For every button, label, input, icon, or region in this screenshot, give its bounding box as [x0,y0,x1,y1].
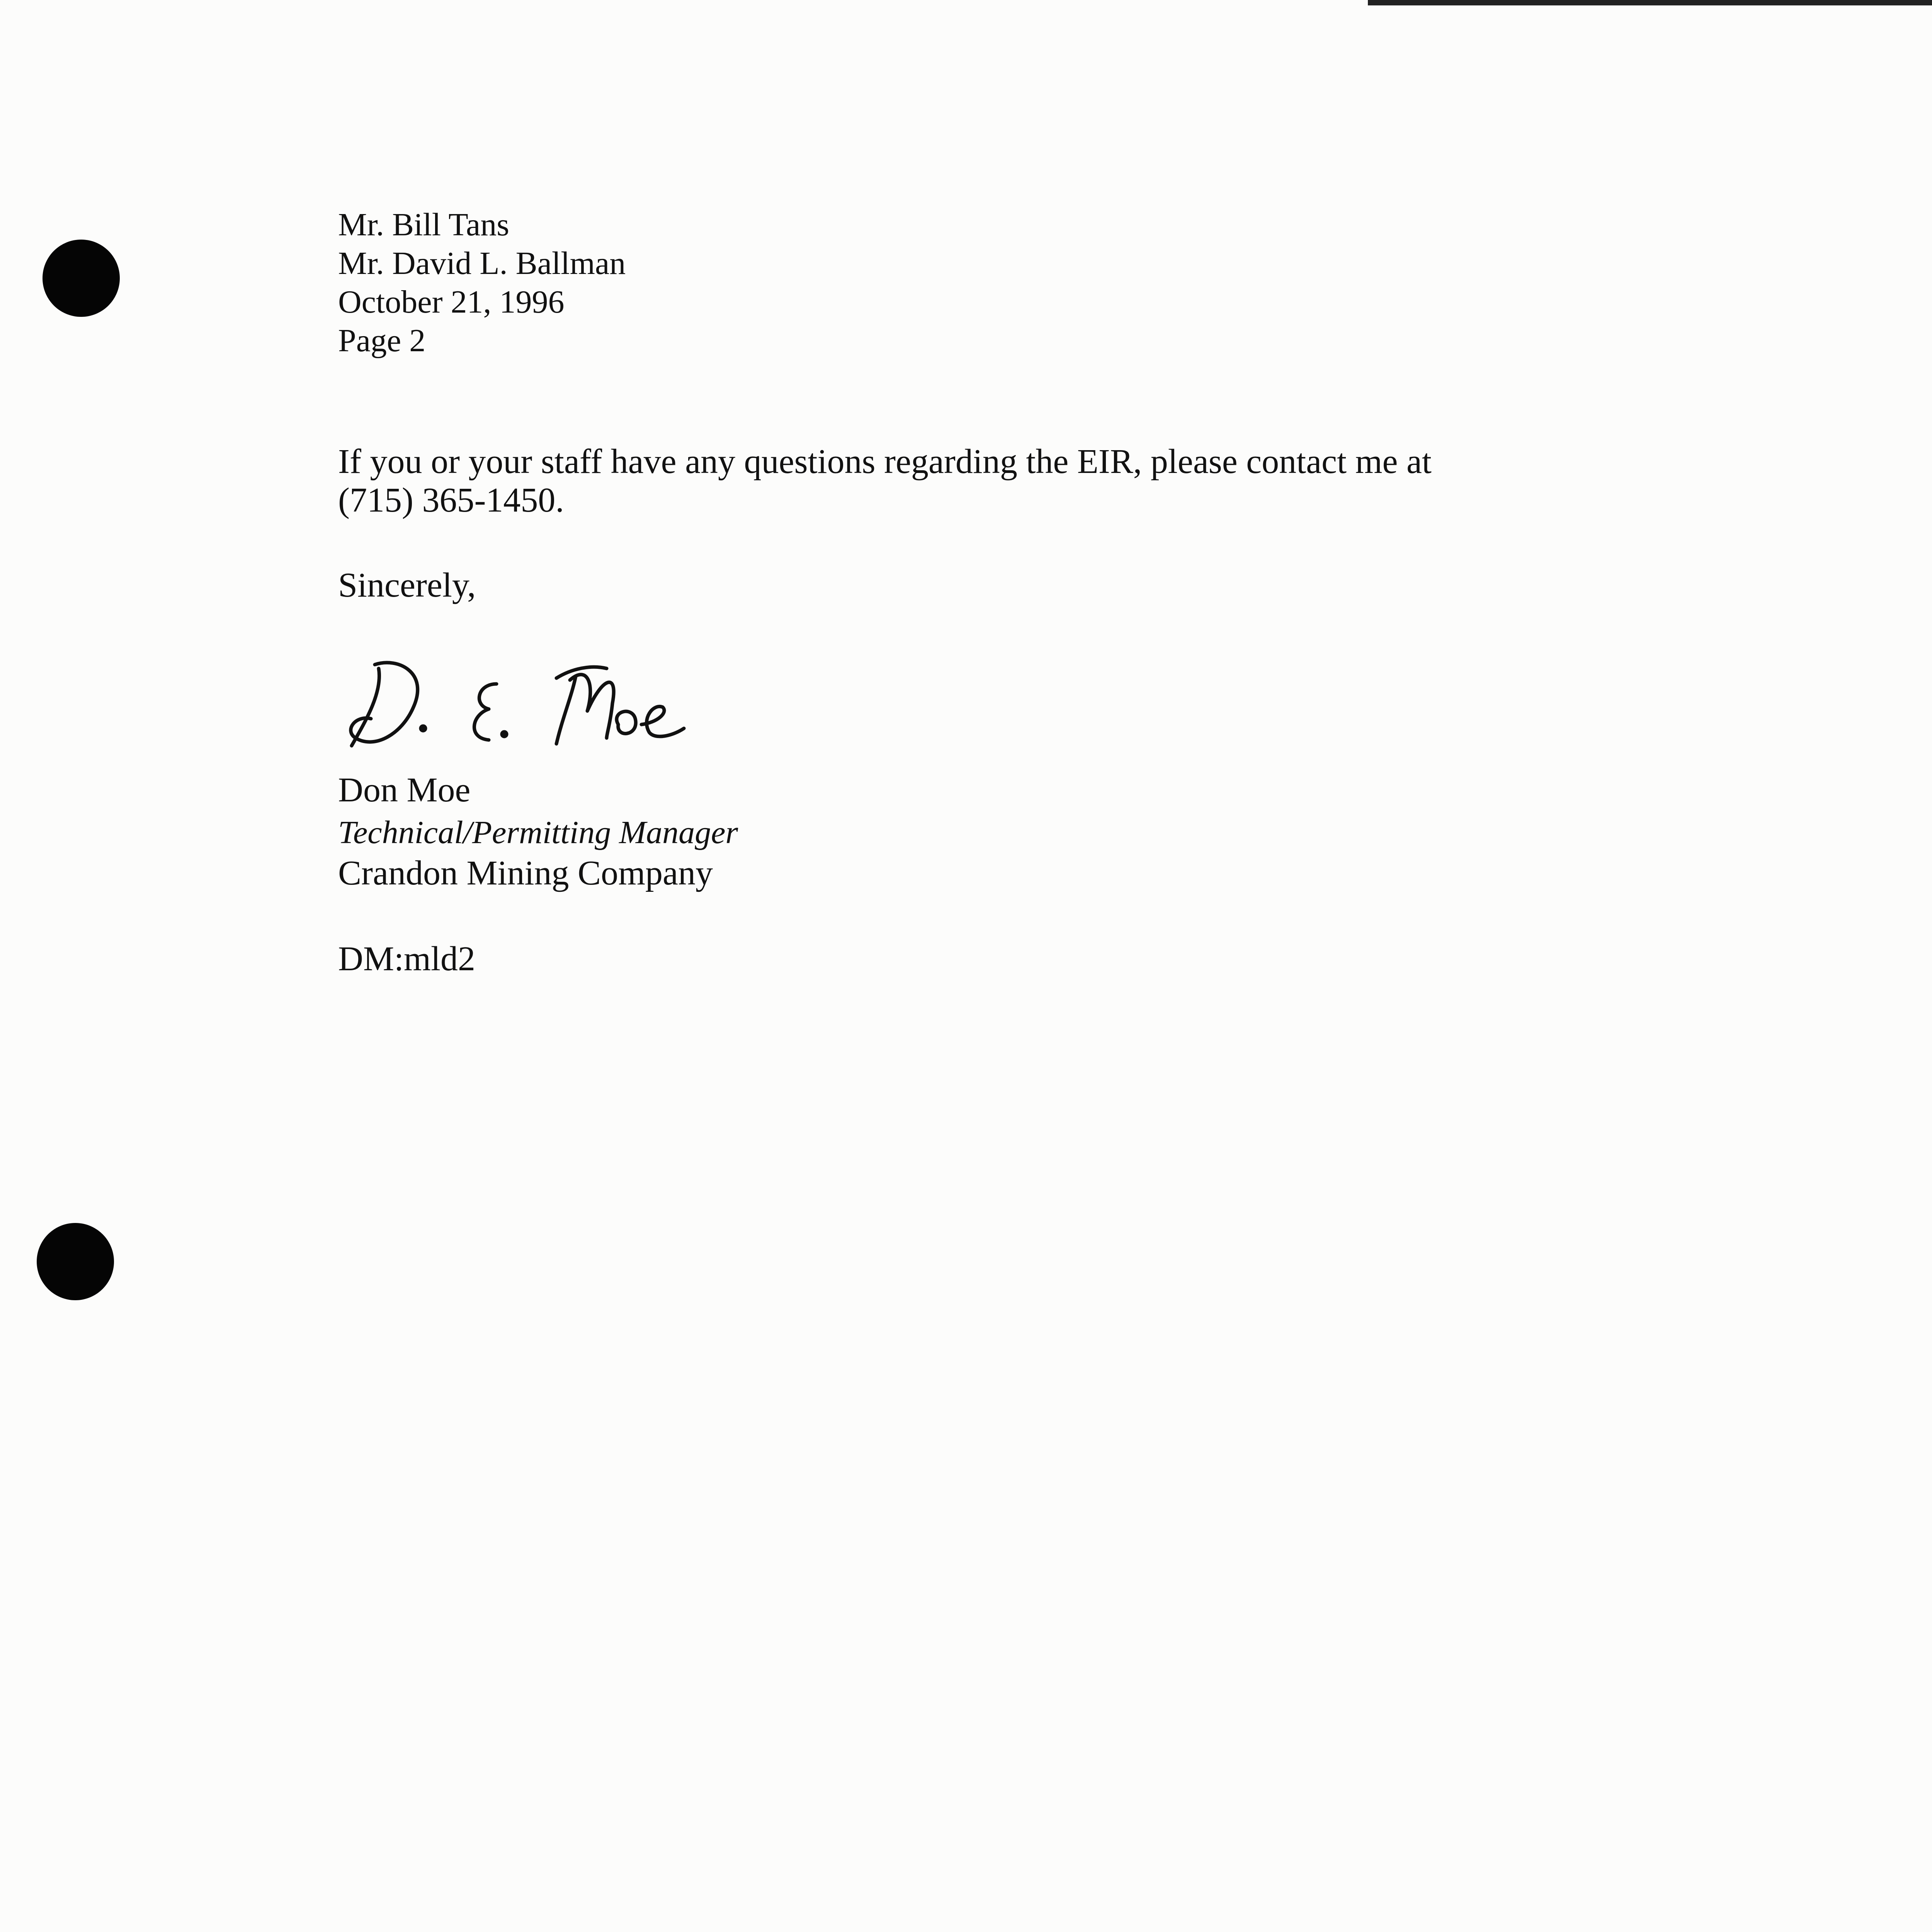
body-line-2: (715) 365-1450. [338,481,564,519]
closing: Sincerely, [338,566,476,604]
signer-name: Don Moe [338,771,471,809]
reference-initials: DM:mld2 [338,940,476,978]
signer-title: Technical/Permitting Manager [338,815,738,850]
handwritten-signature [340,641,734,757]
page-number: Page 2 [338,323,426,359]
punch-hole-top [43,240,120,317]
signer-company: Crandon Mining Company [338,854,713,892]
top-edge-rule [1368,0,1932,5]
body-line-1: If you or your staff have any questions regarding the EIR, please contact me at [338,442,1432,481]
punch-hole-middle [37,1223,114,1300]
recipient-1: Mr. Bill Tans [338,207,509,243]
recipient-2: Mr. David L. Ballman [338,245,626,281]
letter-date: October 21, 1996 [338,284,565,320]
